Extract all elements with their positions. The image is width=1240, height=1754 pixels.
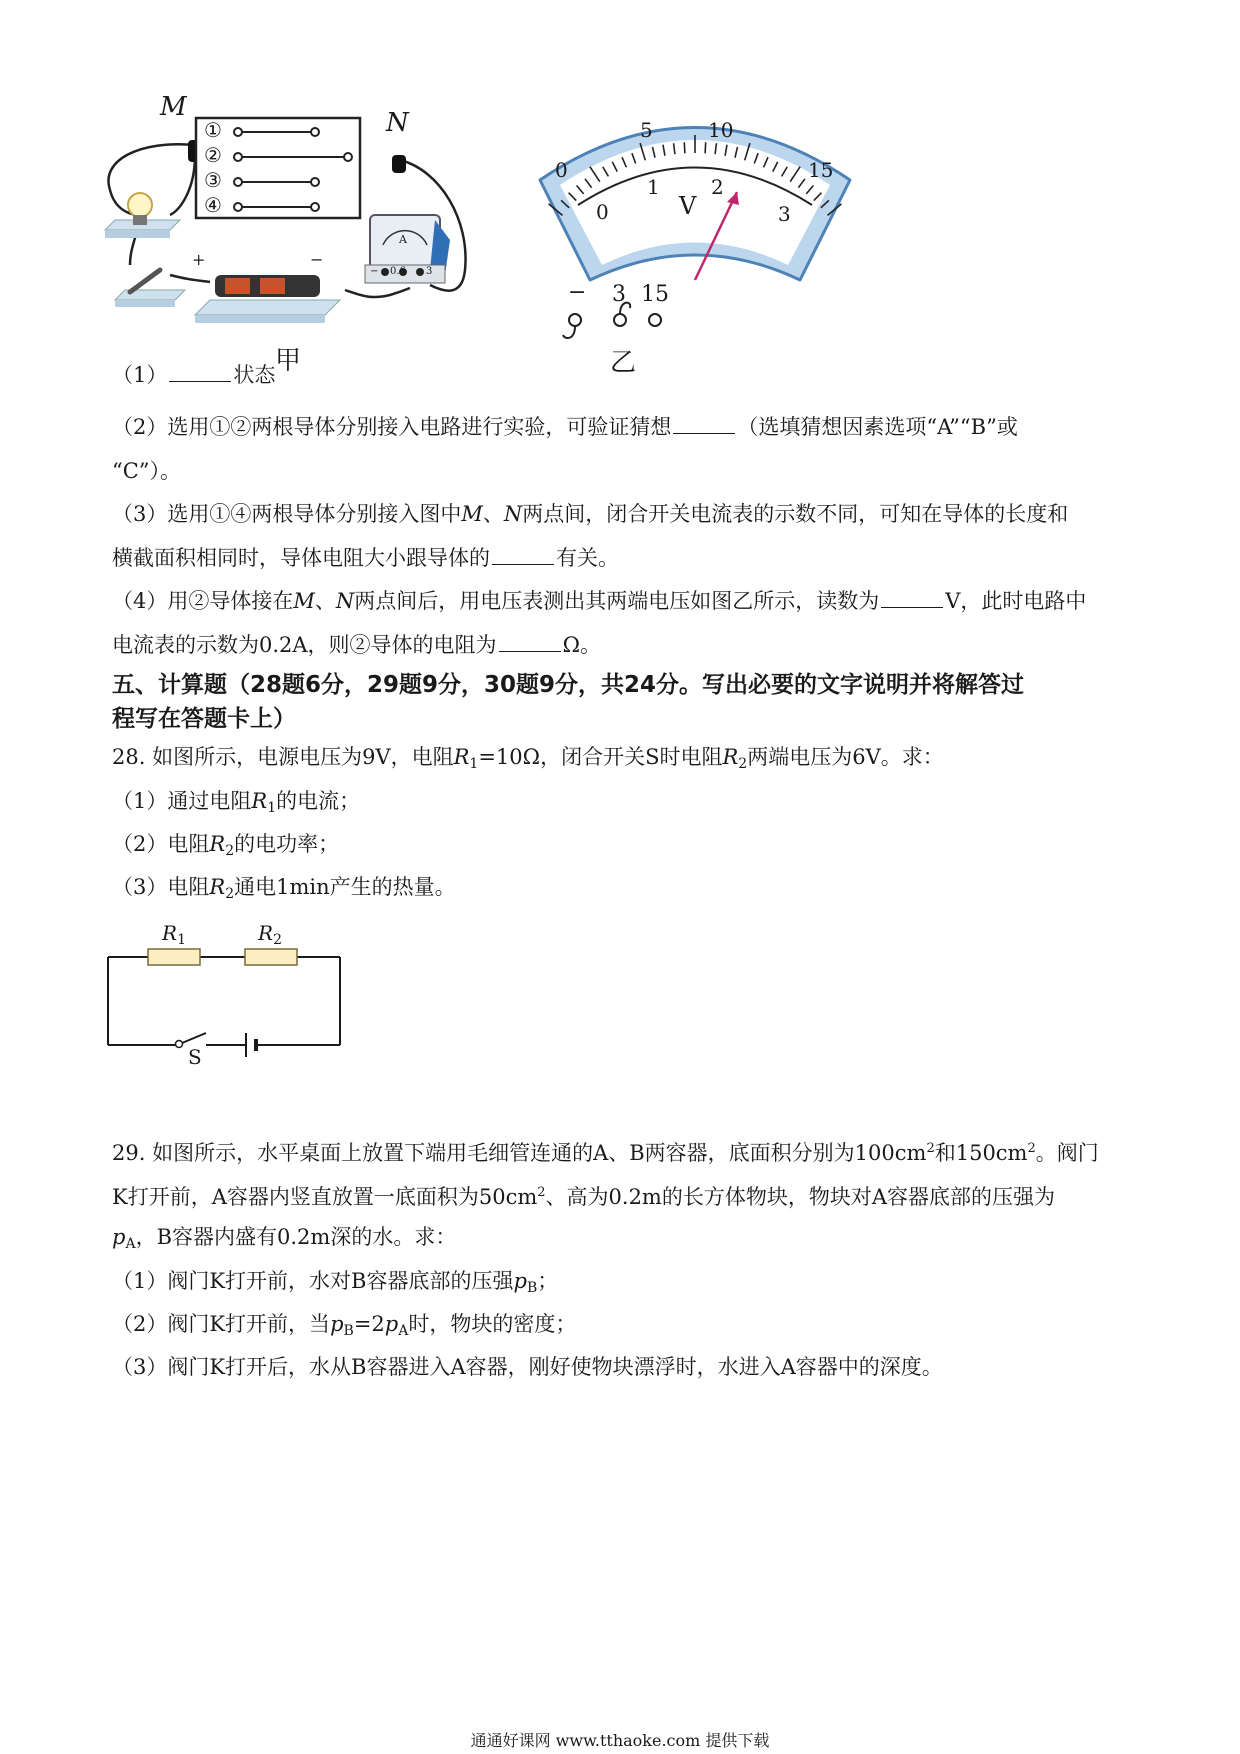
q27-part1: （1） 状态 — [112, 363, 276, 387]
upper-scale-10: 10 — [708, 118, 734, 142]
scale-tick — [684, 142, 685, 153]
lower-scale-1: 1 — [647, 175, 660, 199]
q28-part1: （1）通过电阻$R_1$的电流； — [112, 789, 361, 816]
q27-part3-cont: 横截面积相同时，导体电阻大小跟导体的 有关。 — [112, 546, 619, 570]
upper-scale-15: 15 — [808, 158, 834, 182]
figure-yi — [530, 110, 860, 380]
label-N: N — [386, 108, 409, 138]
answer-blank[interactable] — [169, 361, 231, 382]
q29-stem-line3: $p_A$，B容器内盛有0.2m深的水。求： — [112, 1225, 457, 1252]
answer-blank[interactable] — [492, 544, 554, 565]
q28-part2: （2）电阻$R_2$的电功率； — [112, 832, 340, 859]
circuit-diagram-jia — [100, 100, 530, 380]
q27-part4: （4）用②导体接在M、N两点间后，用电压表测出其两端电压如图乙所示，读数为 V，此时电路中 — [112, 589, 1087, 613]
q28-stem: 28. 如图所示，电源电压为9V，电阻$R_1=10\Omega$，闭合开关S时电阻$R_2$两端电压为6V。求： — [112, 745, 944, 772]
q29-part3: （3）阀门K打开后，水从B容器进入A容器，刚好使物块漂浮时，水进入A容器中的深度。 — [112, 1355, 943, 1379]
q28-part3: （3）电阻$R_2$通电1min产生的热量。 — [112, 875, 456, 902]
ammeter-terminal-minus: − — [370, 266, 379, 277]
ammeter-terminal-3: 3 — [426, 266, 433, 277]
q29-stem-line1: 29. 如图所示，水平桌面上放置下端用毛细管连通的A、B两容器，底面积分别为$100cm^2$和$150cm^2$。阀门 — [112, 1141, 1099, 1165]
scale-tick — [705, 142, 706, 153]
lower-scale-3: 3 — [778, 202, 791, 226]
board-item-3: ③ — [204, 168, 222, 192]
q29-part1: （1）阀门K打开前，水对B容器底部的压强$p_B$； — [112, 1269, 559, 1296]
caption-jia: 甲 — [275, 346, 302, 376]
page-footer: 通通好课网 www.tthaoke.com 提供下载 — [470, 1731, 770, 1750]
q27-part2-cont: “C”）。 — [112, 459, 182, 483]
terminal-minus: − — [568, 280, 587, 305]
board-item-2: ② — [204, 143, 222, 167]
lower-scale-2: 2 — [711, 175, 724, 199]
q29-part2: （2）阀门K打开前，当$p_B=2p_A$时，物块的密度； — [112, 1312, 577, 1339]
resistor-r1-label: $R_1$ — [162, 921, 186, 948]
lower-scale-0: 0 — [596, 200, 609, 224]
terminal-15: 15 — [641, 282, 669, 307]
board-item-1: ① — [204, 118, 222, 142]
answer-blank[interactable] — [673, 413, 735, 434]
resistor-r2-label: $R_2$ — [258, 921, 282, 948]
section-heading-line1: 五、计算题（28题6分，29题9分，30题9分，共24分。写出必要的文字说明并将解答过 — [112, 672, 1025, 698]
series-circuit-diagram — [100, 915, 400, 1075]
board-item-4: ④ — [204, 193, 222, 217]
q27-part4-cont: 电流表的示数为0.2A，则②导体的电阻为 Ω。 — [112, 633, 601, 657]
ammeter-terminal-06: 0.6 — [390, 266, 406, 277]
terminal-3: 3 — [612, 282, 626, 307]
upper-scale-5: 5 — [640, 118, 653, 142]
label-M: M — [160, 92, 187, 122]
voltmeter-dial — [530, 110, 860, 380]
caption-yi: 乙 — [610, 348, 637, 378]
battery-minus: − — [310, 250, 324, 269]
q29-stem-line2: K打开前，A容器内竖直放置一底面积为$50cm^2$、高为0.2m的长方体物块，物块对A容器底部的压强为 — [112, 1185, 1056, 1209]
q28-circuit — [100, 915, 400, 1075]
upper-scale-0: 0 — [555, 158, 568, 182]
ammeter-letter: A — [399, 233, 407, 246]
battery-plus: + — [192, 250, 206, 269]
voltmeter-unit: V — [679, 192, 697, 220]
switch-label: S — [188, 1045, 202, 1069]
figure-jia — [100, 92, 530, 380]
answer-blank[interactable] — [881, 587, 943, 608]
section-heading-line2: 程写在答题卡上） — [112, 706, 296, 732]
q27-part3: （3）选用①④两根导体分别接入图中M、N两点间，闭合开关电流表的示数不同，可知在导体的长度和 — [112, 502, 1069, 526]
q27-part2: （2）选用①②两根导体分别接入电路进行实验，可验证猜想 （选填猜想因素选项“A”“B”或 — [112, 415, 1018, 439]
answer-blank[interactable] — [499, 631, 561, 652]
